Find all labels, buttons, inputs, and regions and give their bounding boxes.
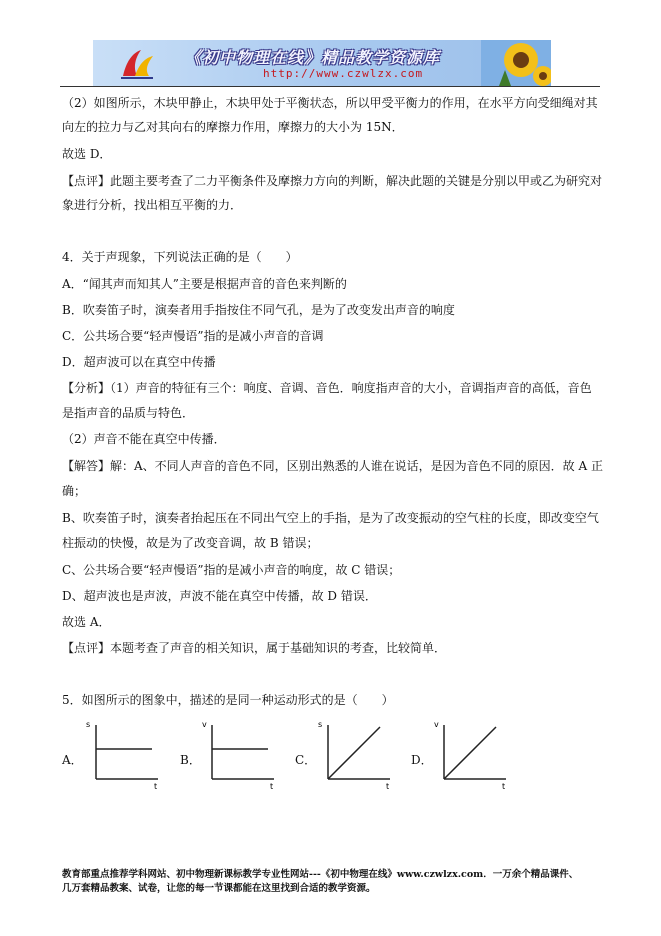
- q5-d-xaxis: t: [502, 782, 506, 791]
- header-rule: [60, 86, 600, 87]
- text-line: 象进行分析，找出相互平衡的力．: [62, 198, 243, 212]
- q5-option-a-label: A．: [62, 753, 83, 767]
- q5-a-xaxis: t: [154, 782, 158, 791]
- answer-line: 柱振动的快慢，故是为了改变音调，故 B 错误；: [62, 536, 319, 550]
- comment-line: 【点评】本题考查了声音的相关知识，属于基础知识的考查，比较简单．: [62, 641, 447, 655]
- analysis-line: （2）声音不能在真空中传播．: [62, 432, 226, 446]
- answer-line: D、超声波也是声波，声波不能在真空中传播，故 D 错误．: [62, 589, 377, 603]
- question-4-option-c: C．公共场合要“轻声慢语”指的是减小声音的音调: [62, 329, 324, 343]
- text-line: 故选 D．: [62, 147, 112, 161]
- analysis-line: 是指声音的品质与特色．: [62, 406, 195, 420]
- q5-c-xaxis: t: [386, 782, 390, 791]
- q5-c-yaxis: s: [318, 720, 323, 729]
- answer-line: B、吹奏笛子时，演奏者抬起压在不同出气空上的手指，是为了改变振动的空气柱的长度，即改变空气: [62, 511, 599, 525]
- q5-d-yaxis: v: [434, 720, 439, 729]
- analysis-line: 【分析】（1）声音的特征有三个：响度、音调、音色．响度指声音的大小，音调指声音的高低，音色: [62, 381, 592, 395]
- site-logo-icon: [119, 46, 155, 82]
- header-banner: [93, 40, 551, 86]
- question-4-option-a: A．“闻其声而知其人”主要是根据声音的音色来判断的: [62, 277, 347, 291]
- q5-option-a-graph: [82, 717, 162, 793]
- question-4-option-b: B．吹奏笛子时，演奏者用手指按住不同气孔，是为了改变发出声音的响度: [62, 303, 455, 317]
- footer-line-1: 教育部重点推荐学科网站、初中物理新课标教学专业性网站---《初中物理在线》www.czwlzx.com．一万余个精品课件、: [62, 869, 579, 880]
- text-line: 【点评】此题主要考查了二力平衡条件及摩擦力方向的判断，解决此题的关键是分别以甲或乙为研究对: [62, 174, 603, 188]
- question-5-stem: 5．如图所示的图象中，描述的是同一种运动形式的是（ ）: [62, 693, 394, 707]
- text-line: 向左的拉力与乙对其向右的摩擦力作用，摩擦力的大小为 15N．: [62, 120, 404, 134]
- question-4-stem: 4．关于声现象，下列说法正确的是（ ）: [62, 250, 298, 264]
- q5-b-yaxis: v: [202, 720, 207, 729]
- q5-b-xaxis: t: [270, 782, 274, 791]
- answer-line: 确；: [62, 484, 87, 498]
- banner-url: http://www.czwlzx.com: [263, 67, 424, 80]
- answer-line: 【解答】解：A、不同人声音的音色不同，区别出熟悉的人谁在说话，是因为音色不同的原因．故 A 正: [62, 459, 603, 473]
- answer-line: C、公共场合要“轻声慢语”指的是减小声音的响度，故 C 错误；: [62, 563, 401, 577]
- q5-option-b-graph: [198, 717, 278, 793]
- q5-option-d-label: D．: [411, 753, 433, 767]
- q5-a-yaxis: s: [86, 720, 91, 729]
- answer-line: 故选 A．: [62, 615, 111, 629]
- q5-option-b-label: B．: [180, 753, 201, 767]
- footer-line-2: 几万套精品教案、试卷，让您的每一节课都能在这里找到合适的教学资源。: [62, 883, 376, 894]
- banner-title: 《初中物理在线》精品教学资源库: [185, 48, 441, 67]
- q5-option-c-graph: [314, 717, 394, 793]
- q5-option-d-graph: [430, 717, 510, 793]
- question-4-option-d: D．超声波可以在真空中传播: [62, 355, 216, 369]
- q5-option-c-label: C．: [295, 753, 317, 767]
- text-line: （2）如图所示，木块甲静止，木块甲处于平衡状态，所以甲受平衡力的作用，在水平方向受细绳对其: [62, 96, 598, 110]
- sunflower-icon: [481, 40, 551, 86]
